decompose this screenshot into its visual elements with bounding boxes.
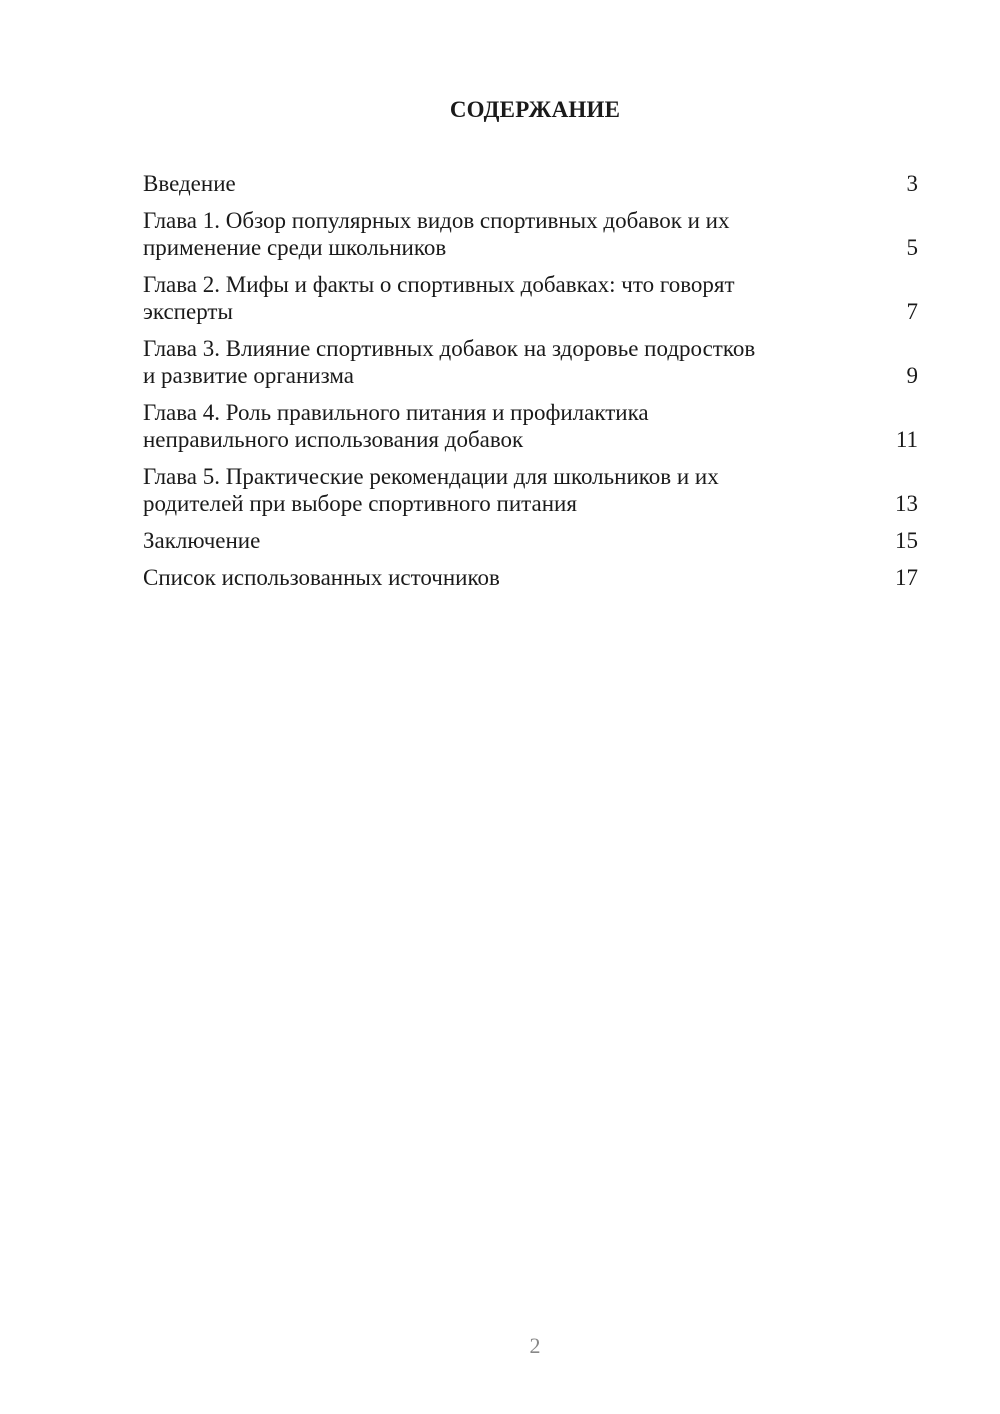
toc-entry-chapter-2 — [143, 271, 918, 325]
toc-entry-text: Глава 4. Роль правильного питания и профилактика — [143, 400, 649, 425]
page-title: СОДЕРЖАНИЕ — [449, 97, 621, 122]
toc-entry-text: Глава 2. Мифы и факты о спортивных добавках: что говорят — [143, 272, 735, 297]
toc-entry-text: родителей при выборе спортивного питания — [143, 491, 577, 516]
toc-entry-text: и развитие организма — [143, 363, 354, 388]
toc-entry-text: Введение — [143, 171, 236, 196]
toc-entry-chapter-4 — [143, 399, 918, 453]
toc-entry-text: Глава 5. Практические рекомендации для школьников и их — [143, 464, 719, 489]
toc-entry-page: 9 — [906, 363, 918, 388]
toc-entry-text: Заключение — [143, 528, 261, 553]
toc-entry-references — [143, 564, 918, 591]
toc-entry-text: неправильного использования добавок — [143, 427, 524, 452]
toc-entry-chapter-1 — [143, 207, 918, 261]
toc-entry-chapter-3 — [143, 335, 918, 389]
toc-entry-text: применение среди школьников — [143, 235, 447, 260]
toc-entry-text: Глава 1. Обзор популярных видов спортивных добавок и их — [143, 208, 730, 233]
toc-entry-page: 11 — [895, 427, 918, 452]
table-of-contents — [143, 170, 918, 601]
page-number: 2 — [529, 1333, 541, 1358]
toc-entry-page: 5 — [906, 235, 918, 260]
toc-entry-page: 3 — [906, 171, 918, 196]
toc-entry-page: 15 — [895, 528, 918, 553]
toc-entry-page: 7 — [906, 299, 918, 324]
toc-entry-text: Глава 3. Влияние спортивных добавок на здоровье подростков — [143, 336, 756, 361]
toc-entry-page: 13 — [895, 491, 918, 516]
toc-entry-text: эксперты — [143, 299, 233, 324]
toc-entry-chapter-5 — [143, 463, 918, 517]
toc-entry-page: 17 — [895, 565, 918, 590]
toc-entry-text: Список использованных источников — [143, 565, 500, 590]
toc-entry-introduction — [143, 170, 918, 197]
toc-entry-conclusion — [143, 527, 918, 554]
